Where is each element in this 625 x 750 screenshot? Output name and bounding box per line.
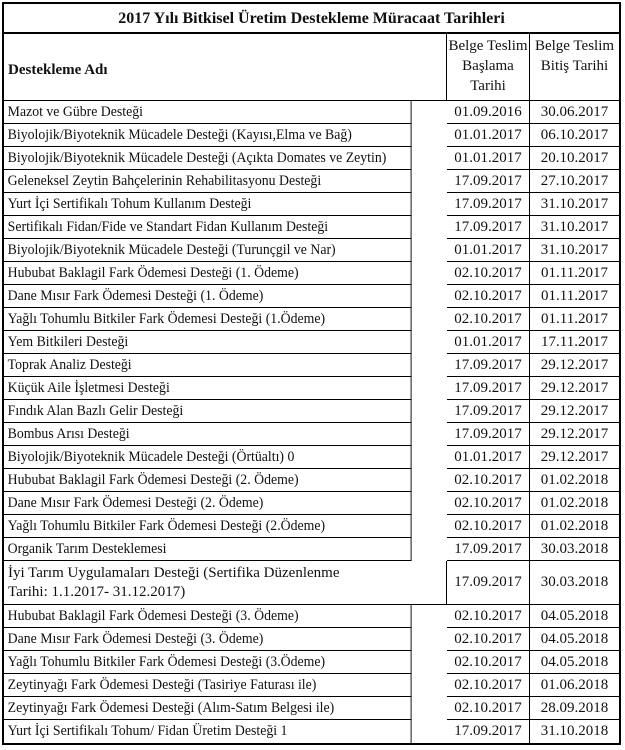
start-date-cell: 02.10.2017 (447, 262, 530, 285)
start-date-cell: 02.10.2017 (447, 469, 530, 492)
start-date-cell: 17.09.2017 (447, 377, 530, 400)
support-name-cell: İyi Tarım Uygulamaları Desteği (Sertifika Düzenlenme Tarihi: 1.1.2017- 31.12.2017) (4, 561, 447, 605)
end-date-cell: 01.02.2018 (530, 515, 619, 538)
support-dates-table (2, 2, 621, 745)
start-date-cell: 01.01.2017 (447, 331, 530, 354)
start-date-cell: 02.10.2017 (447, 285, 530, 308)
end-date-cell: 27.10.2017 (530, 170, 619, 193)
support-name-cell: Biyolojik/Biyoteknik Mücadele Desteği (Örtüaltı) 0 (4, 446, 412, 469)
end-date-cell: 06.10.2017 (530, 124, 619, 147)
start-date-cell: 02.10.2017 (447, 651, 530, 674)
support-name-cell: Hububat Baklagil Fark Ödemesi Desteği (1. Ödeme) (4, 262, 412, 285)
start-date-cell: 17.09.2017 (447, 538, 530, 561)
column-header-start-date: Belge Teslim Başlama Tarihi (447, 34, 530, 101)
support-name-cell: Yağlı Tohumlu Bitkiler Fark Ödemesi Desteği (2.Ödeme) (4, 515, 412, 538)
start-date-cell: 17.09.2017 (447, 216, 530, 239)
start-date-cell: 17.09.2017 (447, 561, 530, 605)
start-date-cell: 01.01.2017 (447, 147, 530, 170)
start-date-cell: 02.10.2017 (447, 628, 530, 651)
end-date-cell: 29.12.2017 (530, 377, 619, 400)
support-name-cell: Hububat Baklagil Fark Ödemesi Desteği (2. Ödeme) (4, 469, 412, 492)
support-name-cell: Küçük Aile İşletmesi Desteği (4, 377, 412, 400)
end-date-cell: 31.10.2017 (530, 216, 619, 239)
support-name-cell: Dane Mısır Fark Ödemesi Desteği (1. Ödeme) (4, 285, 412, 308)
start-date-cell: 17.09.2017 (447, 400, 530, 423)
start-date-cell: 17.09.2017 (447, 170, 530, 193)
end-date-cell: 01.02.2018 (530, 492, 619, 515)
end-date-cell: 29.12.2017 (530, 423, 619, 446)
start-date-cell: 01.01.2017 (447, 239, 530, 262)
end-date-cell: 29.12.2017 (530, 400, 619, 423)
support-name-cell: Sertifikalı Fidan/Fide ve Standart Fidan Kullanım Desteği (4, 216, 412, 239)
support-name-cell: Biyolojik/Biyoteknik Mücadele Desteği (Açıkta Domates ve Zeytin) (4, 147, 412, 170)
column-header-support-name: Destekleme Adı (4, 34, 447, 101)
end-date-cell: 30.06.2017 (530, 101, 619, 124)
start-date-cell: 17.09.2017 (447, 720, 530, 743)
end-date-cell: 30.03.2018 (530, 538, 619, 561)
column-header-end-date: Belge Teslim Bitiş Tarihi (530, 34, 619, 101)
end-date-cell: 01.11.2017 (530, 262, 619, 285)
start-date-cell: 17.09.2017 (447, 193, 530, 216)
end-date-cell: 04.05.2018 (530, 651, 619, 674)
start-date-cell: 17.09.2017 (447, 354, 530, 377)
end-date-cell: 30.03.2018 (530, 561, 619, 605)
support-name-cell: Hububat Baklagil Fark Ödemesi Desteği (3. Ödeme) (4, 605, 412, 628)
support-name-cell: Yağlı Tohumlu Bitkiler Fark Ödemesi Desteği (1.Ödeme) (4, 308, 412, 331)
support-name-cell: Dane Mısır Fark Ödemesi Desteği (3. Ödeme) (4, 628, 412, 651)
start-date-cell: 17.09.2017 (447, 423, 530, 446)
end-date-cell: 04.05.2018 (530, 628, 619, 651)
end-date-cell: 01.11.2017 (530, 308, 619, 331)
support-name-cell: Yurt İçi Sertifikalı Tohum Kullanım Desteği (4, 193, 412, 216)
end-date-cell: 17.11.2017 (530, 331, 619, 354)
support-name-cell: Toprak Analiz Desteği (4, 354, 412, 377)
end-date-cell: 31.10.2017 (530, 239, 619, 262)
support-name-cell: Mazot ve Gübre Desteği (4, 101, 412, 124)
support-name-cell: Bombus Arısı Desteği (4, 423, 412, 446)
support-name-cell: Biyolojik/Biyoteknik Mücadele Desteği (Turunçgil ve Nar) (4, 239, 412, 262)
support-name-cell: Dane Mısır Fark Ödemesi Desteği (2. Ödeme) (4, 492, 412, 515)
end-date-cell: 31.10.2018 (540, 723, 609, 739)
start-date-cell: 02.10.2017 (447, 515, 530, 538)
support-name-cell: Fındık Alan Bazlı Gelir Desteği (4, 400, 412, 423)
end-date-cell: 28.09.2018 (530, 697, 619, 720)
support-name-cell: Yurt İçi Sertifikalı Tohum/ Fidan Üretim Desteği 1 (4, 720, 412, 743)
start-date-cell: 02.10.2017 (447, 308, 530, 331)
end-date-cell: 01.02.2018 (530, 469, 619, 492)
end-date-cell: 01.11.2017 (530, 285, 619, 308)
support-name-cell: Zeytinyağı Fark Ödemesi Desteği (Tasiriye Faturası ile) (4, 674, 412, 697)
start-date-cell: 02.10.2017 (447, 674, 530, 697)
end-date-cell: 31.10.2017 (530, 193, 619, 216)
support-name-cell: Zeytinyağı Fark Ödemesi Desteği (Alım-Satım Belgesi ile) (4, 697, 412, 720)
support-name-cell: Yağlı Tohumlu Bitkiler Fark Ödemesi Desteği (3.Ödeme) (4, 651, 412, 674)
table-title: 2017 Yılı Bitkisel Üretim Destekleme Müracaat Tarihleri (4, 4, 619, 34)
end-date-cell: 20.10.2017 (530, 147, 619, 170)
support-name-cell: Yem Bitkileri Desteği (4, 331, 412, 354)
start-date-cell: 02.10.2017 (447, 605, 530, 628)
end-date-cell: 29.12.2017 (530, 446, 619, 469)
start-date-cell: 02.10.2017 (447, 492, 530, 515)
start-date-cell: 01.09.2016 (447, 101, 530, 124)
support-name-cell: Biyolojik/Biyoteknik Mücadele Desteği (Kayısı,Elma ve Bağ) (4, 124, 412, 147)
end-date-cell: 01.06.2018 (530, 674, 619, 697)
start-date-cell: 02.10.2017 (447, 697, 530, 720)
support-name-cell: Organik Tarım Desteklemesi (4, 538, 412, 561)
end-date-cell: 04.05.2018 (530, 605, 619, 628)
start-date-cell: 01.01.2017 (447, 446, 530, 469)
start-date-cell: 01.01.2017 (447, 124, 530, 147)
end-date-cell: 29.12.2017 (530, 354, 619, 377)
support-name-cell: Geleneksel Zeytin Bahçelerinin Rehabilitasyonu Desteği (4, 170, 412, 193)
